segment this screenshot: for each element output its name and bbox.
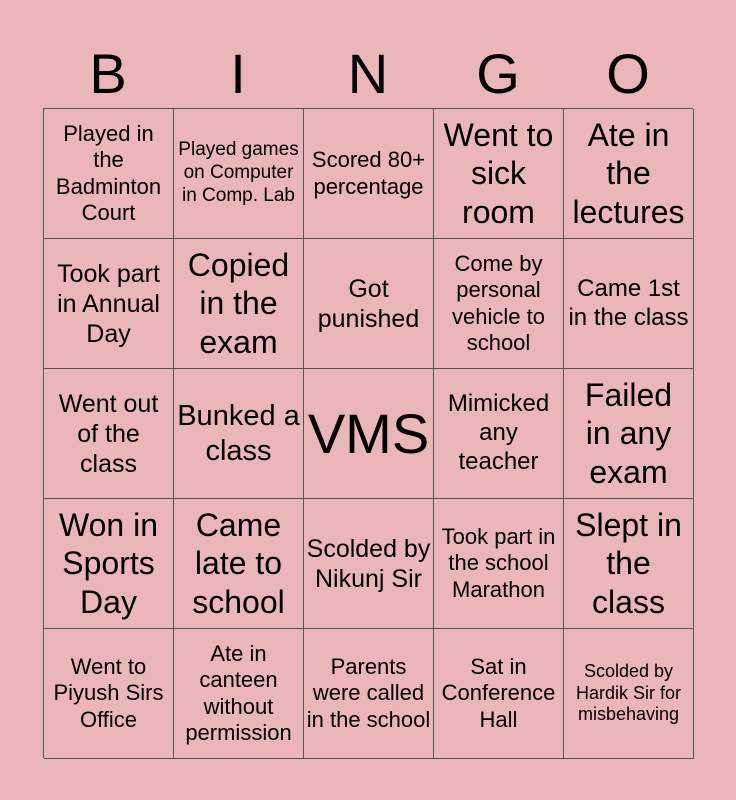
cell-text: Scolded by Hardik Sir for misbehaving bbox=[575, 661, 682, 725]
header-letter-b: B bbox=[89, 42, 127, 105]
cell-text: Come by personal vehicle to school bbox=[452, 250, 545, 355]
cell-text: Came late to school bbox=[192, 506, 285, 620]
bingo-cell free-space[interactable] bbox=[304, 369, 434, 499]
bingo-cell[interactable] bbox=[174, 109, 304, 239]
cell-text: Got punished bbox=[317, 274, 420, 333]
cell-text: Won in Sports Day bbox=[58, 506, 158, 620]
bingo-cell[interactable] bbox=[174, 499, 304, 629]
cell-text: Went out of the class bbox=[58, 389, 159, 478]
bingo-cell[interactable] bbox=[44, 109, 174, 239]
bingo-cell[interactable] bbox=[434, 239, 564, 369]
bingo-cell[interactable] bbox=[44, 369, 174, 499]
cell-text: Scored 80+ percentage bbox=[311, 147, 426, 199]
cell-text: Played in the Badminton Court bbox=[55, 120, 162, 225]
bingo-cell[interactable] bbox=[304, 239, 434, 369]
cell-text: Slept in the class bbox=[575, 506, 682, 620]
cell-text: Ate in the lectures bbox=[572, 116, 685, 230]
bingo-cell[interactable] bbox=[434, 629, 564, 759]
bingo-cell[interactable] bbox=[174, 369, 304, 499]
bingo-cell[interactable] bbox=[44, 629, 174, 759]
bingo-cell[interactable] bbox=[434, 499, 564, 629]
header-letter-n: N bbox=[347, 42, 389, 105]
bingo-cell[interactable] bbox=[564, 499, 694, 629]
cell-text: Scolded by Nikunj Sir bbox=[306, 534, 431, 593]
cell-text: Took part in the school Marathon bbox=[441, 523, 556, 602]
bingo-cell[interactable] bbox=[44, 499, 174, 629]
cell-text: Bunked a class bbox=[177, 399, 300, 467]
cell-text: Ate in canteen without permission bbox=[185, 640, 292, 745]
bingo-cell[interactable] bbox=[174, 239, 304, 369]
cell-text: Took part in Annual Day bbox=[57, 259, 160, 348]
header-letter-o: O bbox=[606, 42, 650, 105]
cell-text: Failed in any exam bbox=[584, 376, 673, 490]
bingo-grid bbox=[43, 108, 693, 758]
bingo-cell[interactable] bbox=[564, 239, 694, 369]
free-space-text: VMS bbox=[307, 401, 430, 465]
bingo-cell[interactable] bbox=[434, 109, 564, 239]
header-letter-i: I bbox=[230, 42, 246, 105]
cell-text: Went to sick room bbox=[443, 116, 554, 230]
cell-text: Came 1st in the class bbox=[568, 274, 689, 331]
bingo-header bbox=[43, 40, 693, 108]
cell-text: Parents were called in the school bbox=[306, 653, 431, 732]
bingo-cell[interactable] bbox=[564, 109, 694, 239]
bingo-cell[interactable] bbox=[304, 499, 434, 629]
bingo-cell[interactable] bbox=[304, 109, 434, 239]
cell-text: Went to Piyush Sirs Office bbox=[53, 653, 164, 732]
header-letter-g: G bbox=[476, 42, 520, 105]
bingo-cell[interactable] bbox=[304, 629, 434, 759]
cell-text: Sat in Conference Hall bbox=[441, 653, 556, 732]
bingo-cell[interactable] bbox=[564, 369, 694, 499]
cell-text: Copied in the exam bbox=[187, 246, 290, 360]
cell-text: Mimicked any teacher bbox=[447, 390, 550, 475]
bingo-cell[interactable] bbox=[434, 369, 564, 499]
bingo-cell[interactable] bbox=[174, 629, 304, 759]
cell-text: Played games on Computer in Comp. Lab bbox=[178, 139, 299, 206]
bingo-cell[interactable] bbox=[564, 629, 694, 759]
bingo-cell[interactable] bbox=[44, 239, 174, 369]
